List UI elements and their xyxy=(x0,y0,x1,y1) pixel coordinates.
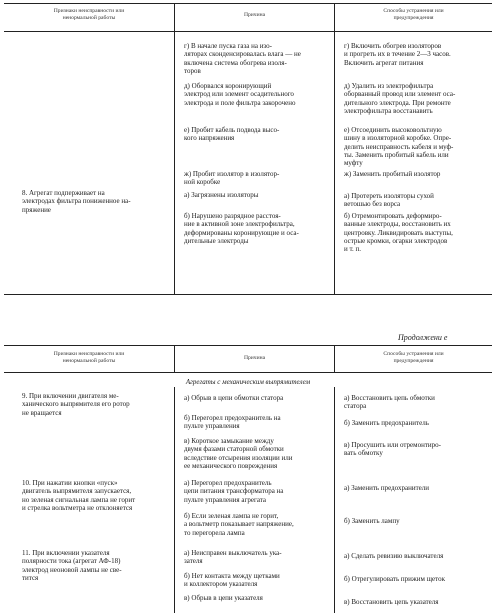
section-title: Агрегаты с механическим выпрямителем xyxy=(185,378,311,386)
cause-zh: ж) Пробит изолятор в изолятор- ной коробке xyxy=(184,170,280,187)
cause-8b: б) Нарушено разрядное расстоя- ние в активной зоне электрофильтра, деформированы коронирующие и оса- дительные электроды xyxy=(184,212,299,245)
fix-g: г) Включить обогрев изоляторов и прогреть их в течение 2—3 часов. Включить агрегат питания xyxy=(344,42,451,67)
table-1-header-symptom: Признаки неисправности или ненормальной работы xyxy=(53,8,125,21)
fix-9c: в) Просушить или отремонтиро- вать обмотку xyxy=(344,441,441,458)
cause-9c: в) Короткое замыкание между двумя фазами статорной обмотки вследствие отсырения изоляции или ее механического повреждения xyxy=(184,437,293,470)
fix-e: е) Отсоединить высоковольтную шину в изоляторной коробке. Опре- делить неисправность кабеля и муф- ты. Заменить пробитый кабель или муфту xyxy=(344,126,454,168)
cause-9b: б) Перегорел предохранитель на пульте управления xyxy=(184,414,281,431)
table-1-col-divider-2 xyxy=(334,3,335,294)
fix-9a: а) Восстановить цепь обмотки статора xyxy=(344,394,435,411)
fix-9b: б) Заменить предохранитель xyxy=(344,419,429,427)
table-1-bottom-border xyxy=(4,294,492,295)
cause-e: е) Пробит кабель подвода высо- кого напряжения xyxy=(184,126,280,143)
symptom-11: 11. При включении указателя полярности тока (агрегат АФ-18) электрод неоновой лампы не све- тится xyxy=(22,549,122,582)
cause-10b: б) Если зеленая лампа не горит, а вольтметр показывает напряжение, то перегорела лампа xyxy=(184,512,294,537)
fix-11b: б) Отрегулировать прижим щеток xyxy=(344,575,446,583)
fix-8a: а) Протереть изоляторы сухой ветошью без ворса xyxy=(344,192,434,209)
table-1-header-divider xyxy=(4,31,492,32)
fix-10b: б) Заменить лампу xyxy=(344,517,400,525)
continued-label: Продолжени е xyxy=(398,333,448,342)
fix-zh: ж) Заменить пробитый изолятор xyxy=(344,170,441,178)
fix-d: д) Удалить из электрофильтра оборванный провод или элемент оса- дительного электрода. При ремонте электрофильтра восстанавить xyxy=(344,82,456,115)
fix-10a: а) Заменить предохранители xyxy=(344,484,429,492)
symptom-9: 9. При включении двигателя ме- ханического выпрямителя его ротор не вращается xyxy=(22,392,130,417)
fix-8b: б) Отремонтировать деформиро- ванные электроды, восстановить их центровку. Ликвидировать выступы, острые кромки, огарки электродов и т. п. xyxy=(344,212,453,254)
cause-11a: а) Неисправен выключатель ука- зателя xyxy=(184,549,282,566)
table-1-header-cause: Причина xyxy=(243,12,266,18)
table-2-header-fix: Способы устранения или предупреждения xyxy=(383,351,444,364)
table-2-header-symptom: Признаки неисправности или ненормальной работы xyxy=(53,351,125,364)
cause-g: г) В начале пуска газа на изо- ляторах сконденсировалась влага — не включена система обогрева изоля- торов xyxy=(184,42,301,75)
cause-10a: а) Перегорел предохранитель цепи питания трансформатора на пульте управления агрегата xyxy=(184,479,284,504)
table-2-col-divider-1 xyxy=(174,387,175,613)
symptom-10: 10. При нажатии кнопки «пуск» двигатель выпрямителя запускается, но зеленая сигнальная лампа не горит и стрелка вольтметра не отклоняется xyxy=(22,479,136,512)
fix-11c: в) Восстановить цепь указателя xyxy=(344,598,439,606)
cause-8a: а) Загрязнены изоляторы xyxy=(184,191,259,199)
fix-11a: а) Сделать ревизию выключателя xyxy=(344,552,444,560)
table-2-header-cause: Причина xyxy=(243,355,266,361)
table-1-header-fix: Способы устранения или предупреждения xyxy=(383,8,444,21)
cause-9a: а) Обрыв в цепи обмотки статора xyxy=(184,394,284,402)
table-2-top-border xyxy=(4,345,492,346)
cause-11b: б) Нет контакта между щетками и коллектором указателя xyxy=(184,572,280,589)
cause-11c: в) Обрыв в цепи указателя xyxy=(184,594,263,602)
table-2-col-divider-2 xyxy=(334,387,335,613)
table-1-col-divider-1 xyxy=(174,3,175,294)
symptom-8: 8. Агрегат подперживает на электродах фильтра пониженное на- пряжение xyxy=(22,189,131,214)
cause-d: д) Оборвался коронирующий электрод или элемент осадительного электрода и поле фильтра закорочено xyxy=(184,82,296,107)
table-2-header-divider xyxy=(4,372,492,373)
table-1-top-border xyxy=(4,3,492,4)
